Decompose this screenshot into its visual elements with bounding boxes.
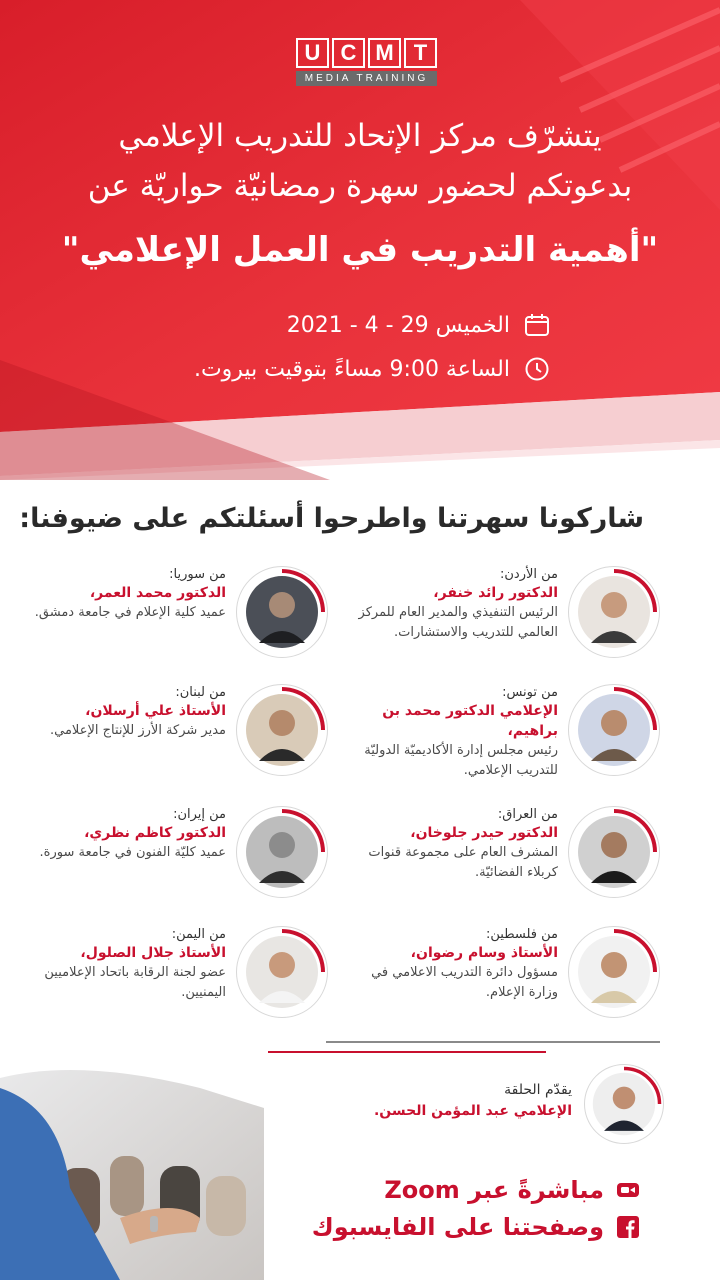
event-date xyxy=(287,312,550,338)
guest-country: من العراق: xyxy=(497,807,558,822)
guest-name: الدكتور حيدر جلوخان، xyxy=(410,825,558,841)
guest-card xyxy=(344,684,660,794)
presenter-photo xyxy=(584,1064,664,1144)
guest-card xyxy=(12,806,328,916)
guest-photo xyxy=(236,684,328,776)
divider-red xyxy=(268,1051,546,1053)
guest-description: عضو لجنة الرقابة باتحاد الإعلاميين اليمنيين. xyxy=(44,965,226,1000)
guest-card xyxy=(344,566,660,676)
guest-name: الإعلامي الدكتور محمد بن براهيم، xyxy=(382,703,558,739)
guest-photo xyxy=(236,926,328,1018)
guest-description: رئيس مجلس إدارة الأكاديميّة الدوليّة للتدريب الإعلامي. xyxy=(364,743,558,778)
logo-letter: U xyxy=(296,38,329,68)
guest-card xyxy=(344,926,660,1036)
guest-photo xyxy=(236,566,328,658)
guest-photo xyxy=(568,684,660,776)
zoom-text: مباشرةً عبر Zoom xyxy=(384,1176,604,1204)
guest-country: من الأردن: xyxy=(499,567,558,582)
hero-banner xyxy=(0,0,720,480)
guest-name: الدكتور كاظم نظري، xyxy=(84,825,226,841)
facebook-text: وصفحتنا على الفايسبوك xyxy=(311,1213,604,1241)
guest-country: من تونس: xyxy=(502,685,558,700)
guest-name: الأستاذ علي أرسلان، xyxy=(85,703,226,719)
event-date-text: الخميس 29 - 4 - 2021 xyxy=(286,312,510,338)
guest-description: مسؤول دائرة التدريب الاعلامي في وزارة الإعلام. xyxy=(371,965,558,1000)
guest-description: عميد كليّة الفنون في جامعة سورة. xyxy=(39,845,226,860)
event-time-text: الساعة 9:00 مساءً بتوقيت بيروت. xyxy=(193,356,510,382)
guest-country: من لبنان: xyxy=(175,685,226,700)
guest-country: من فلسطين: xyxy=(486,927,558,942)
guest-description: عميد كلية الإعلام في جامعة دمشق. xyxy=(34,605,226,620)
facebook-link[interactable] xyxy=(312,1213,640,1241)
guest-card xyxy=(344,806,660,916)
presenter-label: يقدّم الحلقة xyxy=(504,1082,572,1098)
guest-photo xyxy=(236,806,328,898)
guest-card xyxy=(12,926,328,1036)
guest-card xyxy=(12,684,328,794)
ucmt-logo xyxy=(296,38,438,88)
logo-letter: T xyxy=(404,38,437,68)
presenter-card xyxy=(334,1062,664,1152)
training-photo xyxy=(0,1048,264,1280)
guest-description: المشرف العام على مجموعة قنوات كربلاء الفضائيّة. xyxy=(368,845,558,880)
invite-line-1: يتشرّف مركز الإتحاد للتدريب الإعلامي xyxy=(118,118,602,154)
presenter-name: الإعلامي عبد المؤمن الحسن. xyxy=(373,1103,572,1119)
guest-description: مدير شركة الأرز للإنتاج الإعلامي. xyxy=(50,723,226,738)
guest-name: الأستاذ وسام رضوان، xyxy=(410,945,558,961)
event-time xyxy=(194,356,550,382)
divider-grey xyxy=(326,1041,660,1043)
event-title: "أهمية التدريب في العمل الإعلامي" xyxy=(61,230,659,270)
clock-icon xyxy=(524,356,550,382)
guest-name: الدكتور محمد العمر، xyxy=(89,585,226,601)
guest-country: من إيران: xyxy=(173,807,226,822)
guest-name: الأستاذ جلال الصلول، xyxy=(80,945,226,961)
video-camera-icon xyxy=(616,1178,640,1202)
logo-letter: M xyxy=(368,38,401,68)
zoom-link[interactable] xyxy=(384,1176,640,1204)
guest-name: الدكتور رائد خنفر، xyxy=(433,585,558,601)
guest-photo xyxy=(568,806,660,898)
calendar-icon xyxy=(524,312,550,338)
section-heading: شاركونا سهرتنا واطرحوا أسئلتكم على ضيوفنا: xyxy=(19,503,644,534)
facebook-icon xyxy=(616,1215,640,1239)
guest-card xyxy=(12,566,328,676)
guest-description: الرئيس التنفيذي والمدير العام للمركز العالمي للتدريب والاستشارات. xyxy=(358,605,558,640)
invite-line-2: بدعوتكم لحضور سهرة رمضانيّة حواريّة عن xyxy=(87,168,633,204)
logo-letter: C xyxy=(332,38,365,68)
guest-country: من سوريا: xyxy=(169,567,226,582)
guest-photo xyxy=(568,566,660,658)
guest-country: من اليمن: xyxy=(171,927,226,942)
logo-subtitle: MEDIA TRAINING xyxy=(296,71,437,86)
guest-photo xyxy=(568,926,660,1018)
